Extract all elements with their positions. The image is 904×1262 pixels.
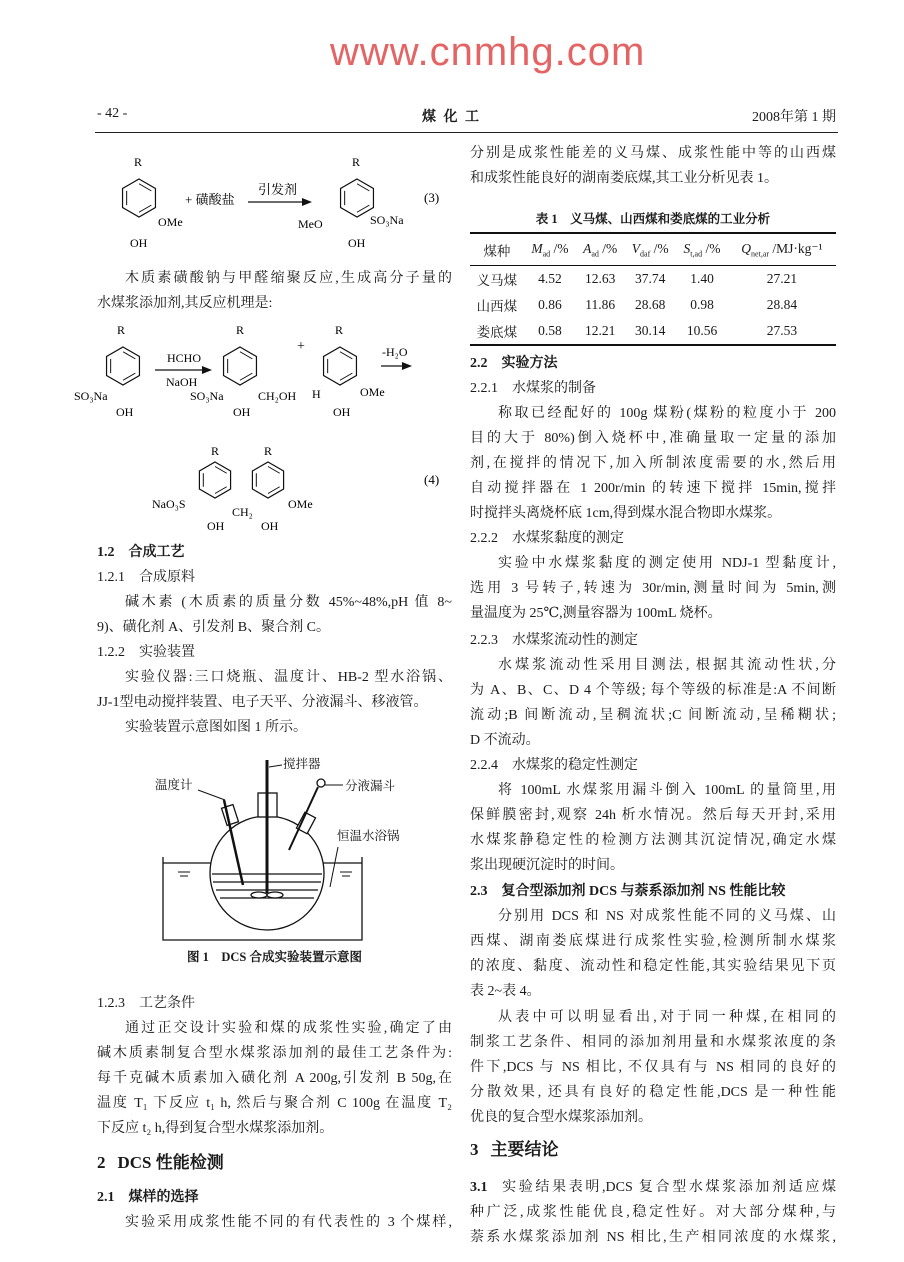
text-line-content: 浆出现硬沉淀时的时间。	[470, 858, 624, 873]
table-cell: 1.40	[690, 271, 714, 286]
table-header-cell: $S_{t,ad}$ /%	[676, 233, 728, 266]
text-line-content: 选用 3 号转子,转速为 30r/min,测量时间为 5min,测	[470, 581, 836, 596]
section-title: 合成工艺	[128, 545, 185, 560]
table-cell: 义马煤	[476, 273, 518, 288]
table-cell: 10.56	[686, 323, 718, 338]
section-title: 主要结论	[490, 1140, 559, 1159]
text-line-content: 为 A、B、C、D 4 个等级; 每个等级的标准是:A 不间断	[470, 683, 836, 698]
text-line-content: 西煤、湖南娄底煤进行成浆性实验,检测所制水煤浆	[470, 934, 836, 949]
text-line-content: 保鲜膜密封,观察 24h 析水情况。然后每天开封,采用	[470, 808, 836, 823]
section-number: 1.2.2	[97, 645, 125, 660]
text-line-content: 9)、磺化剂 A、引发剂 B、聚合剂 C。	[97, 620, 330, 635]
section-number: 2.2.2	[470, 531, 498, 546]
text-line-content: 目的大于 80%)倒入烧杯中,准确量取一定量的添加	[470, 431, 836, 446]
section-number: 2	[97, 1153, 106, 1172]
text-line-content: 通过正交设计实验和煤的成浆性实验,确定了由	[125, 1021, 452, 1036]
table-cell: 0.58	[538, 323, 562, 338]
text-line-content: 从表中可以明显看出,对于同一种煤,在相同的	[498, 1010, 836, 1025]
text-line-content: 自动搅拌器在 1 200r/min 的转速下搅拌 15min,搅拌	[470, 481, 836, 496]
label-h: H	[312, 387, 321, 401]
text-line-content: 分散效果, 还具有良好的稳定性能,DCS 是一种性能	[470, 1085, 836, 1100]
label-r: R	[352, 155, 361, 169]
benzene-ring	[324, 347, 357, 385]
arrow-label: 引发剂	[258, 182, 298, 197]
benzene-ring	[341, 179, 374, 217]
text-line-content: 优良的复合型水煤浆添加剂。	[470, 1110, 652, 1125]
text-line-content: 木质素磺酸钠与甲醛缩聚反应,生成高分子量的	[125, 271, 452, 286]
table-cell: 娄底煤	[476, 325, 518, 340]
section-number: 3	[470, 1140, 479, 1159]
text-line-content: 实验中水煤浆黏度的测定使用 NDJ-1 型黏度计,	[498, 556, 836, 571]
reagent-label: + 磺酸盐	[185, 192, 235, 207]
arrow-head-icon	[302, 198, 312, 206]
section-number: 2.2	[470, 356, 488, 371]
text-line-content: 实验采用成浆性能不同的有代表性的 3 个煤样,	[125, 1215, 452, 1230]
label-bath: 恒温水浴锅	[337, 829, 400, 843]
text-line-content: 制浆工艺条件、相同的添加剂用量和水煤浆浓度的条	[470, 1035, 836, 1050]
section-number: 2.3	[470, 884, 488, 899]
table-cell: 0.86	[538, 297, 562, 312]
table-cell: 37.74	[635, 271, 666, 286]
section-number: 2.1	[97, 1190, 115, 1205]
text-line-content: 件下,DCS 与 NS 相比, 不仅具有与 NS 相同的良好的	[470, 1060, 836, 1075]
label-so3na: SO₃Na	[190, 389, 224, 403]
text-line-content: 分别是成浆性能差的义马煤、成浆性能中等的山西煤	[470, 146, 836, 161]
label-ome: OMe	[158, 215, 183, 229]
equation-3	[123, 155, 440, 250]
section-title: 水煤浆的制备	[512, 381, 596, 396]
label-oh: OH	[233, 405, 251, 419]
section-title: DCS 性能检测	[117, 1153, 224, 1172]
table-cell: 28.68	[635, 297, 666, 312]
label-r: R	[264, 444, 273, 458]
page-number: - 42 -	[97, 106, 128, 121]
text-line-content: 称取已经配好的 100g 煤粉(煤粉的粒度小于 200	[498, 406, 836, 421]
table-header-cell: 煤种	[470, 233, 524, 266]
text-line-content: 种广泛,成浆性能优良,稳定性好。对大部分煤种,与	[470, 1205, 836, 1220]
table-cell: 30.14	[635, 323, 666, 338]
equation-number: (4)	[424, 472, 440, 487]
stirrer-paddle	[267, 892, 283, 898]
arrow-label-bottom: NaOH	[166, 375, 198, 389]
section-title: 工艺条件	[139, 996, 195, 1011]
text-line-content: 碱木素 (木质素的质量分数 45%~48%,pH 值 8~	[125, 595, 452, 610]
label-ome: OMe	[360, 385, 385, 399]
label-so3na: SO₃Na	[370, 213, 404, 227]
label-thermometer: 温度计	[155, 778, 193, 792]
text-line-content: 剂,在搅拌的情况下,加入所制浓度需要的水,然后用	[470, 456, 836, 471]
equation-number: (3)	[424, 190, 440, 205]
equation-4	[74, 323, 439, 533]
label-r: R	[134, 155, 143, 169]
label-r: R	[335, 323, 344, 337]
label-ch2: CH₂	[232, 505, 253, 519]
text: 实验结果表明,DCS 复合型水煤浆添加剂适应煤	[499, 1180, 836, 1195]
arrow-head-icon	[202, 366, 212, 374]
label-stirrer: 搅拌器	[283, 757, 321, 771]
label-oh: OH	[261, 519, 279, 533]
table-cell: 27.21	[766, 271, 798, 286]
table-cell: 27.53	[766, 323, 798, 338]
label-oh: OH	[116, 405, 134, 419]
text-line-content: 每千克碱木质素加入磺化剂 A 200g,引发剂 B 50g,在	[97, 1071, 452, 1086]
label-ch2oh: CH₂OH	[258, 389, 297, 403]
table-cell: 28.84	[766, 297, 798, 312]
table-cell: 11.86	[585, 297, 616, 312]
section-title: 合成原料	[139, 570, 195, 585]
table-cell: 12.63	[584, 271, 616, 286]
label-nao3s: NaO₃S	[152, 497, 186, 511]
issue-label: 2008年第 1 期	[752, 110, 836, 125]
table-header-cell: $M_{ad}$ /%	[524, 233, 576, 266]
text-line-content: 水煤浆添加剂,其反应机理是:	[97, 296, 273, 311]
table-cell: 0.98	[690, 297, 714, 312]
text-line-content: 的浓度、黏度、流动性和稳定性能,其实验结果见下页	[470, 959, 836, 974]
text-line-content: 实验装置示意图如图 1 所示。	[125, 720, 307, 735]
figure-1-apparatus	[163, 760, 362, 940]
label-oh: OH	[333, 405, 351, 419]
table-header-cell: $V_{daf}$ /%	[624, 233, 676, 266]
text-line-content: 水煤浆流动性采用目测法, 根据其流动性状,分	[498, 658, 836, 673]
arrow-head-icon	[402, 362, 412, 370]
benzene-ring	[199, 462, 230, 498]
section-title: 煤样的选择	[128, 1190, 199, 1205]
text-line-content: 时搅拌头离烧杯底 1cm,得到煤水混合物即水煤浆。	[470, 506, 782, 521]
label-r: R	[236, 323, 245, 337]
section-title: 实验装置	[139, 645, 195, 660]
text-line-content: 温度 T₁ 下反应 t₁ h, 然后与聚合剂 C 100g 在温度 T₂	[97, 1096, 452, 1111]
section-number: 1.2	[97, 545, 115, 560]
label-oh: OH	[207, 519, 225, 533]
benzene-ring	[252, 462, 283, 498]
section-title: 水煤浆流动性的测定	[512, 633, 638, 648]
text-line-content: 和成浆性能良好的湖南娄底煤,其工业分析见表 1。	[470, 171, 778, 186]
label-funnel: 分液漏斗	[345, 779, 396, 793]
table-cell: 山西煤	[476, 299, 518, 314]
section-number: 2.2.3	[470, 633, 498, 648]
benzene-ring	[123, 179, 156, 217]
text-line-content: 表 2~表 4。	[470, 984, 541, 999]
section-number: 2.2.1	[470, 381, 498, 396]
arrow-label-top: -H₂O	[382, 345, 408, 359]
label-so3na: SO₃Na	[74, 389, 108, 403]
arrow-label-top: HCHO	[167, 351, 202, 365]
text-line-content: 碱木质素制复合型水煤浆添加剂的最佳工艺条件为:	[97, 1046, 452, 1061]
label-ome: OMe	[288, 497, 313, 511]
section-title: 水煤浆黏度的测定	[512, 531, 624, 546]
label-meo: MeO	[298, 217, 323, 231]
table-cell: 4.52	[538, 271, 562, 286]
text-line-content: 实验仪器:三口烧瓶、温度计、HB-2 型水浴锅、	[125, 670, 452, 685]
section-title: 水煤浆的稳定性测定	[512, 758, 638, 773]
label-oh: OH	[348, 236, 366, 250]
figure-1-caption: 图 1 DCS 合成实验装置示意图	[186, 950, 362, 964]
text-line-content: 萘系水煤浆添加剂 NS 相比,生产相同浓度的水煤浆,	[470, 1230, 836, 1245]
plus-sign: +	[297, 339, 305, 354]
text-line-content: 下反应 t₂ h,得到复合型水煤浆添加剂。	[97, 1121, 334, 1136]
text-line-content: 将 100mL 水煤浆用漏斗倒入 100mL 的量筒里,用	[498, 783, 836, 798]
label-r: R	[211, 444, 220, 458]
table-cell: 12.21	[584, 323, 616, 338]
table-1-caption: 表 1 义马煤、山西煤和娄底煤的工业分析	[535, 212, 771, 226]
text-line-content: D 不流动。	[470, 733, 540, 748]
journal-name: 煤 化 工	[422, 110, 481, 125]
section-title: 实验方法	[501, 356, 558, 371]
section-number: 2.2.4	[470, 758, 498, 773]
table-header-cell: $A_{ad}$ /%	[576, 233, 624, 266]
section-number: 3.1	[470, 1180, 488, 1195]
section-number: 1.2.1	[97, 570, 125, 585]
section-number: 1.2.3	[97, 996, 125, 1011]
text-line-content: 量温度为 25℃,测量容器为 100mL 烧杯。	[470, 606, 722, 621]
text-line-content: 水煤浆静稳定性的检测方法测其沉淀情况,确定水煤	[470, 833, 836, 848]
label-r: R	[117, 323, 126, 337]
benzene-ring	[107, 347, 140, 385]
label-oh: OH	[130, 236, 148, 250]
benzene-ring	[224, 347, 257, 385]
table-header-cell: $Q_{net,ar}$ /MJ·kg⁻¹	[728, 233, 836, 266]
text-line-content: 分别用 DCS 和 NS 对成浆性能不同的义马煤、山	[498, 909, 836, 924]
section-title: 复合型添加剂 DCS 与萘系添加剂 NS 性能比较	[501, 884, 786, 899]
text-line-content: JJ-1型电动搅拌装置、电子天平、分液漏斗、移液管。	[97, 695, 428, 710]
text-line-content: 流动;B 间断流动,呈稠流状;C 间断流动,呈稀糊状;	[470, 708, 836, 723]
watermark: www.cnmhg.com	[330, 30, 646, 74]
